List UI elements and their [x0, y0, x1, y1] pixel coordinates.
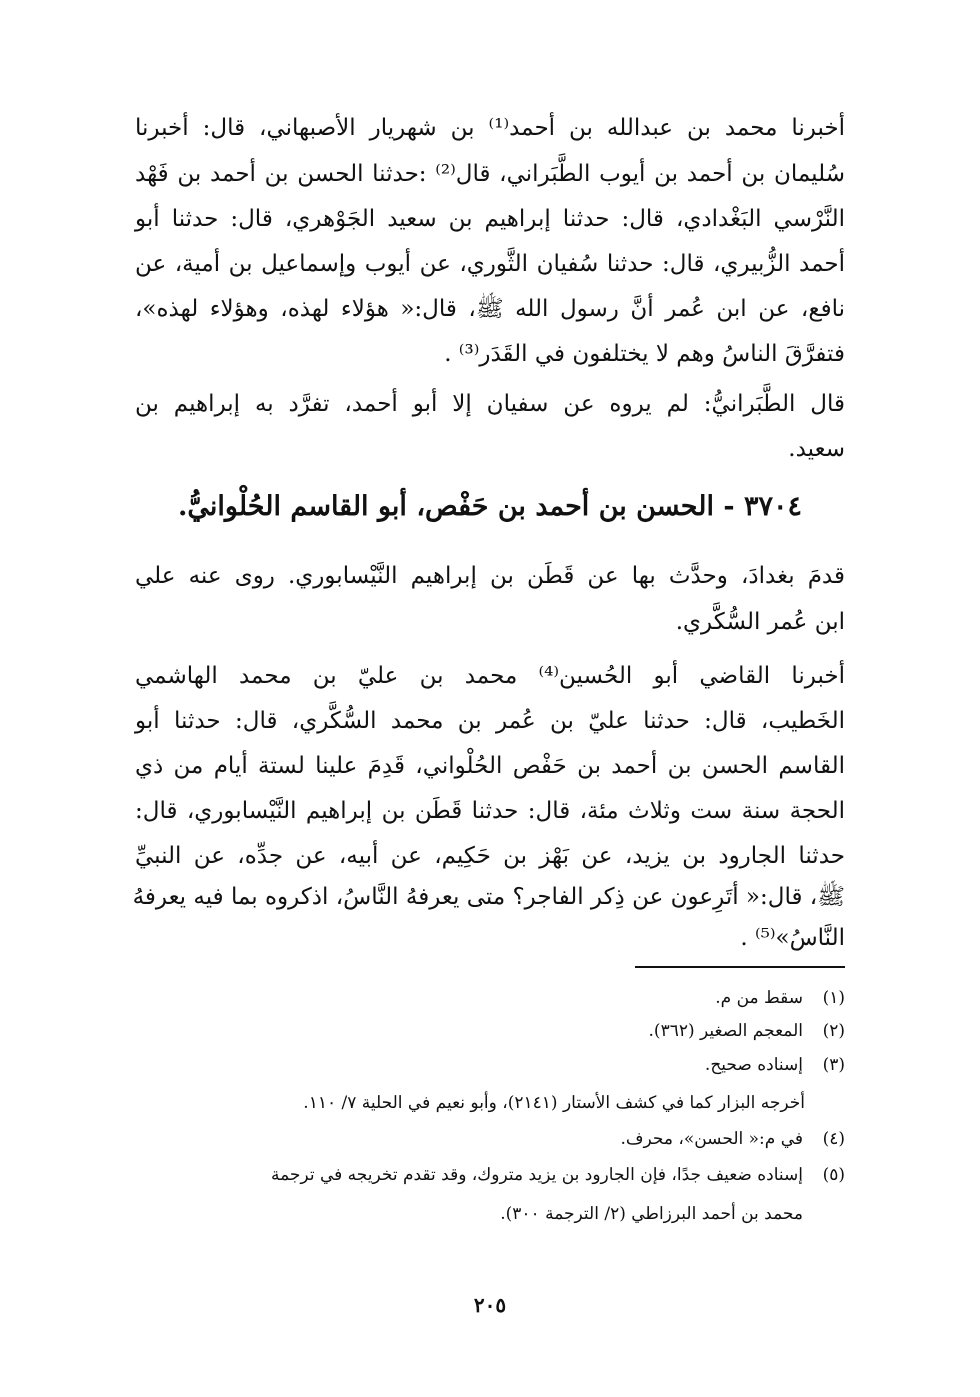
footnote [271, 1160, 845, 1190]
text-line: أخبرنا القاضي أبو الحُسين⁽⁴⁾ محمد بن عليّ بن محمد الهاشمي [135, 663, 845, 689]
text-line: الخَطيب، قال: حدثنا عليّ بن عُمر بن محمد السُّكَّري، قال: حدثنا أبو [135, 708, 845, 734]
text-line: ابن عُمر السُّكَّري. [675, 609, 845, 635]
text-line: ﷺ، قال:« أتَرِعون عن ذِكر الفاجر؟ متى يعرفهُ النَّاسُ، اذكروه بما فيه يعرفهُ [132, 884, 845, 910]
footnote-number: (٣) [822, 1055, 845, 1075]
footnote-continuation: محمد بن أحمد البرزاطي (٢/ الترجمة ٣٠٠). [500, 1204, 803, 1224]
text-line: قال الطَّبَرانيُّ: لم يروه عن سفيان إلا أبو أحمد، تفرَّد به إبراهيم بن [135, 391, 845, 417]
footnote-text: إسناده ضعيف جدًا، فإن الجارود بن يزيد متروك، وقد تقدم تخريجه في ترجمة [270, 1165, 803, 1185]
text-line: النَّرْسي البَغْدادي، قال: حدثنا إبراهيم بن سعيد الجَوْهري، قال: حدثنا أبو [135, 206, 845, 232]
footnote-text: المعجم الصغير (٣٦٢). [648, 1021, 803, 1041]
footnote [715, 983, 845, 1013]
footnote-separator [635, 966, 845, 968]
text-line: النَّاسُ»⁽⁵⁾ . [740, 925, 845, 951]
text-line: أحمد الزُّبيري، قال: حدثنا سُفيان الثَّوري، عن أيوب وإسماعيل بن أمية، عن [135, 251, 845, 277]
footnote [705, 1050, 845, 1080]
footnote-number: (١) [822, 988, 845, 1008]
page-number: ٢٠٥ [473, 1293, 507, 1317]
text-line: حدثنا الجارود بن يزيد، عن بَهْز بن حَكِيم، عن أبيه، عن جدِّه، عن النبيِّ [135, 843, 845, 869]
text-line: سُليمان بن أحمد بن أيوب الطَّبَراني، قال⁽²⁾ :حدثنا الحسن بن أحمد بن فَهْد [135, 161, 845, 187]
footnote-number: (٤) [822, 1129, 845, 1149]
footnote-text: إسناده صحيح. [704, 1055, 803, 1075]
text-line: الحجة سنة ست وثلاث مئة، قال: حدثنا قَطَن بن إبراهيم النَّيْسابوري، قال: [135, 798, 845, 824]
footnote-continuation: أخرجه البزار كما في كشف الأستار (٢١٤١)، وأبو نعيم في الحلية ٧/ ١١٠. [303, 1093, 805, 1113]
footnote [620, 1124, 845, 1154]
entry-heading: ٣٧٠٤ - الحسن بن أحمد بن حَفْص، أبو القاسم الحُلْوانيُّ. [177, 491, 802, 522]
text-line: قدمَ بغدادَ، وحدَّث بها عن قَطَن بن إبراهيم النَّيْسابوري. روى عنه علي [135, 563, 845, 589]
footnote [649, 1016, 845, 1046]
footnote-number: (٢) [822, 1021, 845, 1041]
text-line: سعيد. [788, 436, 845, 462]
text-line: فتفرَّقَ الناسُ وهم لا يختلفون في القَدَر⁽³⁾ . [444, 341, 845, 367]
text-line: أخبرنا محمد بن عبدالله بن أحمد⁽¹⁾ بن شهريار الأصبهاني، قال: أخبرنا [135, 115, 846, 141]
footnote-text: سقط من م. [715, 988, 803, 1008]
footnote-text: في م:« الحسن»، محرف. [620, 1129, 803, 1149]
footnote-number: (٥) [822, 1165, 845, 1185]
text-line: نافع، عن ابن عُمر أنَّ رسول الله ﷺ، قال:« هؤلاء لهذه، وهؤلاء لهذه»، [135, 296, 845, 322]
text-line: القاسم الحسن بن أحمد بن حَفْص الحُلْواني، قَدِمَ علينا لستة أيام من ذي [135, 753, 845, 779]
